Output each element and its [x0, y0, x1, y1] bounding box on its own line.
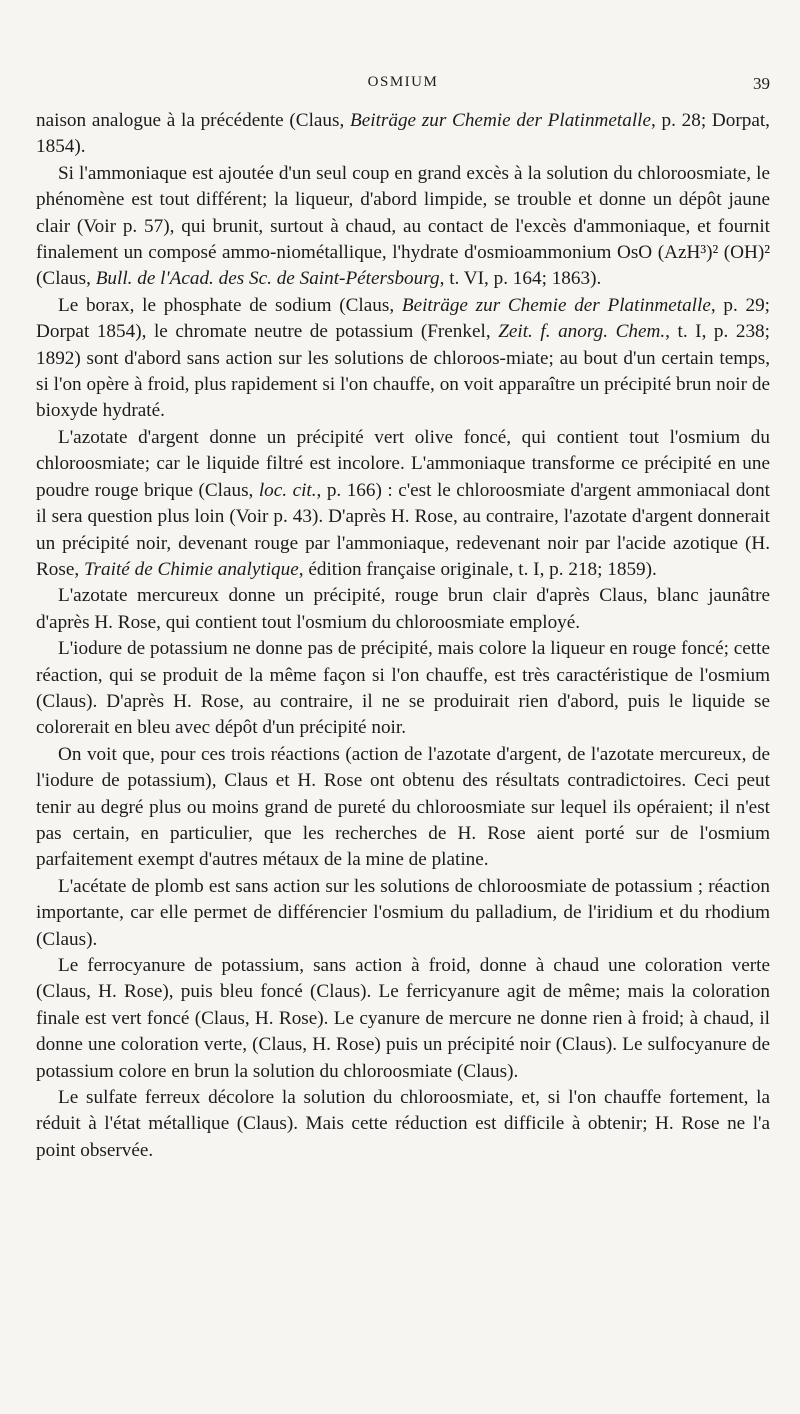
text-run: L'acétate de plomb est sans action sur les solutions de chloroosmiate de potassium ; réaction importante, car elle permet de différencier l'osmium du palladium, de l'iridium et du rhodium (Claus). — [36, 875, 770, 950]
text-run: , t. I, p. 238; 1892) sont d'abord sans action sur les solutions de chloroos-miate; au bout d'un certain temps, si l'on opère à froid, plus rapidement si l'on chauffe, on voit apparaître un précipité brun noir de bioxyde hydraté. — [36, 321, 770, 422]
text-run: L'iodure de potassium ne donne pas de précipité, mais colore la liqueur en rouge foncé; cette réaction, qui se produit de la même façon si l'on chauffe, est très caractéristique de l'osmium (Claus). D'après H. Rose, au contraire, il ne se produirait rien d'abord, puis le liquide se colorerait en bleu avec dépôt d'un précipité noir. — [36, 638, 770, 739]
body-text — [36, 108, 770, 1164]
paragraph — [36, 425, 770, 583]
page-number: 39 — [753, 74, 770, 93]
italic-citation: Zeit. f. anorg. Chem. — [498, 321, 666, 343]
text-run: Si l'ammoniaque est ajoutée d'un seul coup en grand excès à la solution du chloroosmiate, le phénomène est tout différent; la liqueur, d'abord limpide, se trouble et donne un dépôt jaune clair (Voir p. 57), qui brunit, surtout à chaud, au contact de l'excès d'ammoniaque, et fournit finalement un composé ammo-niométallique, l'hydrate d'osmioammonium OsO (AzH³)² (OH)² (Claus, — [36, 162, 770, 290]
text-run: naison analogue à la précédente (Claus, — [36, 110, 350, 131]
italic-citation: Beiträge zur Chemie der Platinmetalle — [350, 110, 652, 131]
paragraph — [36, 583, 770, 636]
paragraph — [36, 161, 770, 293]
text-run: L'azotate d'argent donne un précipité vert olive foncé, qui contient tout l'osmium du chloroosmiate; car le liquide filtré est incolore. L'ammoniaque transforme ce précipité en une poudre rouge brique (Claus, — [36, 426, 770, 501]
text-run: Le ferrocyanure de potassium, sans action à froid, donne à chaud une coloration verte (Claus, H. Rose), puis bleu foncé (Claus). Le ferricyanure agit de même; mais la coloration finale est vert foncé (Claus, H. Rose). Le cyanure de mercure ne donne rien à froid; à chaud, il donne une coloration verte, (Claus, H. Rose) puis un précipité noir (Claus). Le sulfocyanure de potassium colore en brun la solution du chloroosmiate (Claus). — [36, 955, 770, 1082]
paragraph — [36, 636, 770, 742]
text-run: L'azotate mercureux donne un précipité, rouge brun clair d'après Claus, blanc jaunâtre d'après H. Rose, qui contient tout l'osmium du chloroosmiate employé. — [36, 585, 770, 633]
text-run: , t. VI, p. 164; 1863). — [439, 268, 602, 290]
text-run: , p. 29; Dorpat 1854), le chromate neutre de potassium (Frenkel, — [36, 294, 771, 343]
paragraph — [36, 953, 770, 1085]
text-run: Le sulfate ferreux décolore la solution du chloroosmiate, et, si l'on chauffe fortement, la réduit à l'état métallique (Claus). Mais cette réduction est difficile à obtenir; H. Rose ne l'a point observée. — [36, 1087, 770, 1161]
text-run: On voit que, pour ces trois réactions (action de l'azotate d'argent, de l'azotate mercureux, de l'iodure de potassium), Claus et H. Rose ont obtenu des résultats contradictoires. Ceci peut tenir au degré plus ou moins grand de pureté du chloroosmiate sur lequel ils opéraient; il n'est pas certain, en particulier, que les recherches de H. Rose aient porté sur de l'osmium parfaitement exempt d'autres métaux de la mine de platine. — [36, 743, 770, 871]
paragraph — [36, 742, 770, 874]
text-run: , édition française originale, t. I, p. 218; 1859). — [298, 558, 657, 580]
paragraph — [36, 874, 770, 953]
paragraph — [36, 108, 770, 161]
text-run: Le borax, le phosphate de sodium (Claus, — [58, 294, 402, 316]
italic-citation: Traité de Chimie analytique — [83, 558, 299, 580]
paragraph — [36, 1085, 770, 1164]
running-title: OSMIUM — [367, 74, 439, 90]
page-header — [36, 74, 770, 96]
italic-citation: Beiträge zur Chemie der Platinmetalle — [401, 294, 711, 316]
italic-citation: Bull. de l'Acad. des Sc. de Saint-Pétersbourg — [95, 268, 440, 290]
text-run: , p. 28; Dorpat, 1854). — [36, 110, 770, 158]
text-run: , p. 166) : c'est le chloroosmiate d'argent ammoniacal dont il sera question plus loin (Voir p. 43). D'après H. Rose, au contraire, l'azotate d'argent donnerait un précipité noir, devenant rouge par l'ammoniaque, redevenant noir par l'acide azotique (H. Rose, — [36, 479, 770, 580]
italic-citation: loc. cit. — [258, 479, 317, 501]
paragraph — [36, 293, 770, 425]
